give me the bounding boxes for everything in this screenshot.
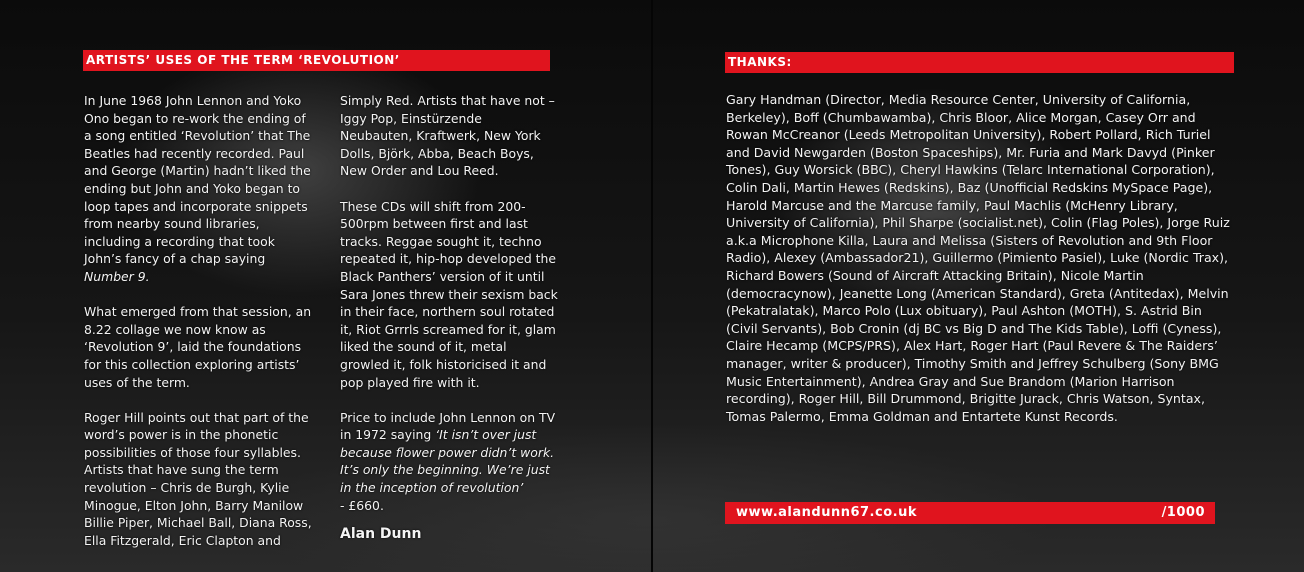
essay-column-2 (340, 92, 558, 543)
essay-paragraph-3: Roger Hill points out that part of the word’s power is in the phonetic possibilities of those four syllables. Artists that have sung the term revolution – Chris de Burgh, Kylie Minogue, Elton John, Barry Manilow Billie Piper, Michael Ball, Diana Ross, Ella Fitzgerald, Eric Clapton and (84, 409, 312, 548)
page-fold (651, 0, 653, 572)
website-link[interactable]: www.alandunn67.co.uk (736, 505, 917, 520)
lennon-quote: ‘It isn’t over just because flower power didn’t work. It’s only the beginning. We’re just in the inception of revolution’ (340, 427, 555, 496)
price-value: - £660. (340, 497, 384, 513)
price-text: Price to include John Lennon on TV in 1972 saying (340, 409, 556, 443)
left-section-heading: ARTISTS’ USES OF THE TERM ‘REVOLUTION’ (83, 50, 550, 71)
thanks-list: Gary Handman (Director, Media Resource Center, University of California, Berkeley), Boff (Chumbawamba), Chris Bloor, Alice Morgan, Casey Orr and Rowan McCreanor (Leeds Metropolitan University), Robert Pollard, Rich Turiel and David Newgarden (Boston Spaceships), Mr. Furia and Mark Davyd (Pinker Tones), Guy Worsick (BBC), Cheryl Hawkins (Telarc International Corporation), Colin Dali, Martin Hewes (Redskins), Baz (Unofficial Redskins MySpace Page), Harold Marcuse and the Marcuse family, Paul Machlis (McHenry Library, University of California), Phil Sharpe (socialist.net), Colin (Flag Poles), Jorge Ruiz a.k.a Microphone Killa, Laura and Melissa (Sisters of Revolution and 9th Floor Radio), Alexey (Ambassador21), Guillermo (Pimiento Pasiel), Luke (Nordic Trax), Richard Bowers (Sound of Aircraft Attacking Britain), Nicole Martin (democracynow), Jeanette Long (American Standard), Greta (Antitedax), Melvin (Pekatralatak), Marco Polo (Lux obituary), Paul Ashton (MOTH), S. Astrid Bin (Civil Servants), Bob Cronin (dj BC vs Big D and The Kids Table), Loffi (Cyness), Claire Hecamp (MCPS/PRS), Alex Hart, Roger Hart (Paul Revere & The Raiders’ manager, writer & producer), Timothy Smith and Jeffrey Schulberg (Sony BMG Music Entertainment), Andrea Gray and Sue Brandom (Marion Harrison recording), Roger Hill, Bill Drummond, Brigitte Jurack, Chris Watson, Syntax, Tomas Palermo, Emma Goldman and Entartete Kunst Records. (726, 92, 1230, 424)
essay-paragraph-5: These CDs will shift from 200-500rpm between first and last tracks. Reggae sought it, techno repeated it, hip-hop developed the Black Panthers’ version of it until Sara Jones threw their sexism back in their face, northern soul rotated it, Riot Grrrls screamed for it, glam liked the sound of it, metal growled it, folk historicised it and pop played fire with it. (340, 198, 558, 390)
edition-number: /1000 (1161, 505, 1205, 520)
footer-bar (725, 502, 1215, 524)
author-signature: Alan Dunn (340, 525, 422, 542)
essay-paragraph-1-text: In June 1968 John Lennon and Yoko Ono began to re-work the ending of a song entitled ‘Revolution’ that The Beatles had recently recorded. Paul and George (Martin) hadn’t liked the ending but John and Yoko began to loop tapes and incorporate snippets from nearby sound libraries, including a recording that took John’s fancy of a chap saying (84, 93, 311, 267)
essay-paragraph-1 (84, 92, 316, 286)
thanks-heading: THANKS: (725, 52, 1234, 73)
essay-paragraph-4: Simply Red. Artists that have not – Iggy Pop, Einstürzende Neubauten, Kraftwerk, New York Dolls, Björk, Abba, Beach Boys, New Order and Lou Reed. (340, 93, 555, 179)
essay-paragraph-6 (340, 409, 558, 515)
essay-column-1 (84, 92, 316, 567)
essay-paragraph-2: What emerged from that session, an 8.22 collage we now know as ‘Revolution 9’, laid the foundations for this collection exploring artists’ uses of the term. (84, 304, 312, 390)
number-9-quote: Number 9. (84, 268, 150, 284)
